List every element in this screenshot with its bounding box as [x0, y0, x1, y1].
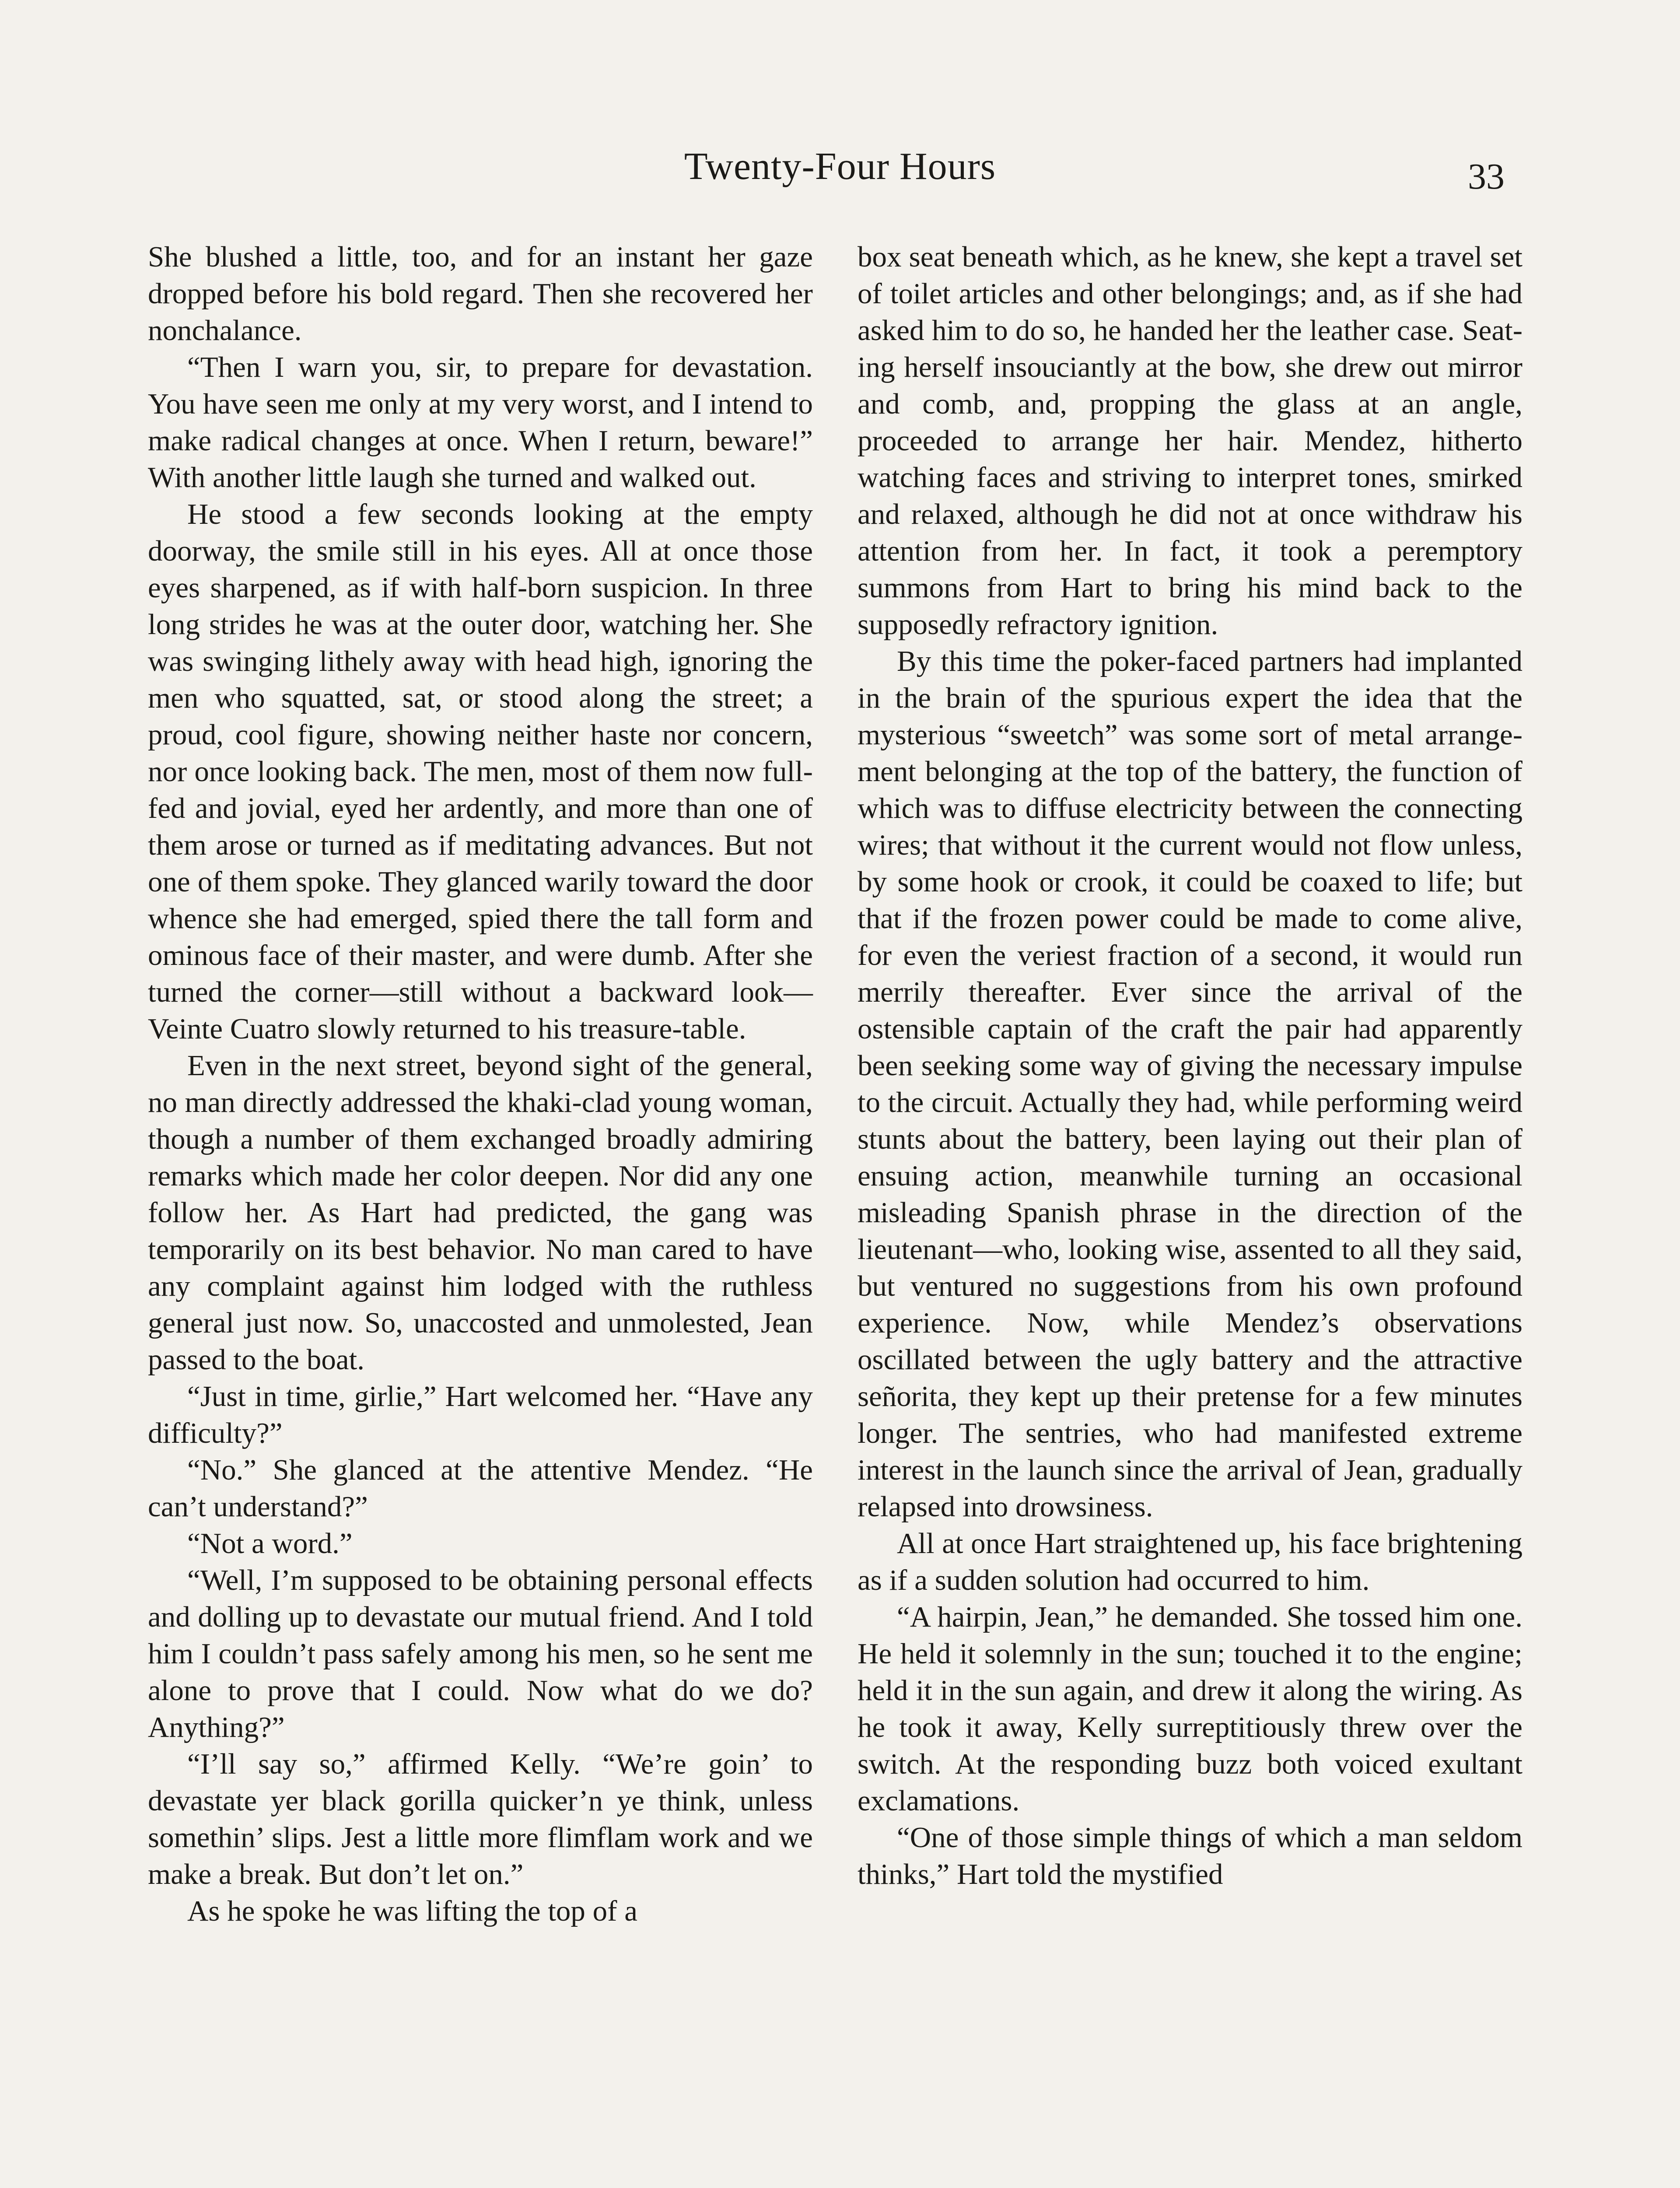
- paragraph: “A hairpin, Jean,” he demanded. She tossed him one. He held it solemnly in the sun; touched it to the engine; held it in the sun again, and drew it along the wiring. As he took it away, Kelly surreptitiously threw over the switch. At the responding buzz both voiced exultant exclamations.: [858, 1601, 1522, 1817]
- paragraph: “Just in time, girlie,” Hart welcomed her. “Have any difficulty?”: [148, 1380, 813, 1449]
- paragraph: “One of those simple things of which a man seldom thinks,” Hart told the mystified: [858, 1821, 1522, 1890]
- paragraph: “Well, I’m supposed to be obtaining personal effects and dolling up to devastate our mutual friend. And I told him I couldn’t pass safely among his men, so he sent me alone to prove that I could. Now what do we do? Anything?”: [148, 1564, 813, 1743]
- paragraph: “Not a word.”: [187, 1527, 353, 1560]
- right-column: [858, 238, 1522, 1893]
- running-head: Twenty-Four Hours: [684, 145, 996, 188]
- paragraph: “No.” She glanced at the attentive Mendez. “He can’t understand?”: [148, 1454, 813, 1523]
- paragraph: By this time the poker-faced partners had implanted in the brain of the spurious expert the idea that the mysterious “sweetch” was some sort of metal arrangement belonging at the top of the battery, the function of which was to diffuse electricity between the connecting wires; that without it the current would not flow unless, by some hook or crook, it could be coaxed to life; but that if the frozen power could be made to come alive, for even the veriest fraction of a second, it would run merrily thereafter. Ever since the arrival of the ostensible captain of the craft the pair had apparently been seeking some way of giving the necessary impulse to the circuit. Actually they had, while performing weird stunts about the battery, been laying out their plan of ensuing action, meanwhile turning an occasional misleading Spanish phrase in the direction of the lieutenant—who, looking wise, assented to all they said, but ventured no suggestions from his own profound experience. Now, while Mendez’s observations oscillated between the ugly battery and the attractive señorita, they kept up their pretense for a few minutes longer. The sentries, who had manifested extreme interest in the launch since the arrival of Jean, gradually relapsed into drowsiness.: [858, 645, 1522, 1523]
- paragraph: “Then I warn you, sir, to prepare for devastation. You have seen me only at my very worst, and I intend to make radical changes at once. When I return, beware!” With another little laugh she turned and walked out.: [148, 351, 813, 494]
- left-column: [148, 238, 813, 1929]
- paragraph: All at once Hart straightened up, his face brightening as if a sudden solution had occurred to him.: [858, 1527, 1522, 1596]
- paragraph: She blushed a little, too, and for an instant her gaze dropped before his bold regard. Then she recovered her nonchalance.: [148, 241, 813, 347]
- page-number: 33: [1468, 156, 1505, 197]
- paragraph: He stood a few seconds looking at the empty doorway, the smile still in his eyes. All at once those eyes sharpened, as if with half-born suspicion. In three long strides he was at the outer door, watching her. She was swinging lithely away with head high, ignoring the men who squatted, sat, or stood along the street; a proud, cool figure, showing neither haste nor concern, nor once looking back. The men, most of them now full-fed and jovial, eyed her ardently, and more than one of them arose or turned as if meditating advances. But not one of them spoke. They glanced warily toward the door whence she had emerged, spied there the tall form and ominous face of their master, and were dumb. After she turned the corner—still without a backward look—Veinte Cuatro slowly returned to his treasure-table.: [148, 498, 813, 1045]
- paragraph: Even in the next street, beyond sight of the general, no man directly addressed the khaki-clad young woman, though a number of them exchanged broadly admiring remarks which made her color deepen. Nor did any one follow her. As Hart had predicted, the gang was temporarily on its best behavior. No man cared to have any complaint against him lodged with the ruthless general just now. So, unaccosted and unmolested, Jean passed to the boat.: [148, 1049, 813, 1376]
- paragraph: “I’ll say so,” affirmed Kelly. “We’re goin’ to devastate yer black gorilla quicker’n ye think, unless somethin’ slips. Jest a little more flimflam work and we make a break. But don’t let on.”: [148, 1748, 813, 1890]
- paragraph: box seat beneath which, as he knew, she kept a travel set of toilet articles and other belongings; and, as if she had asked him to do so, he handed her the leather case. Seating herself insouciantly at the bow, she drew out mirror and comb, and, propping the glass at an angle, proceeded to arrange her hair. Mendez, hitherto watching faces and striving to interpret tones, smirked and relaxed, although he did not at once withdraw his attention from her. In fact, it took a peremptory summons from Hart to bring his mind back to the supposedly refractory ignition.: [858, 241, 1522, 641]
- paragraph: As he spoke he was lifting the top of a: [187, 1895, 637, 1927]
